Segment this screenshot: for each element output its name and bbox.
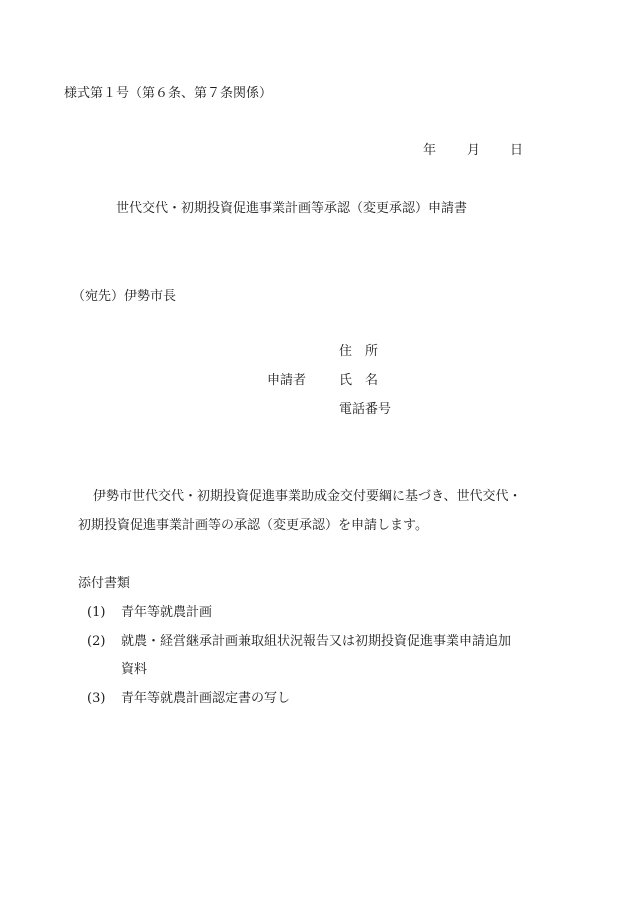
date-day-label: 日 xyxy=(510,143,524,158)
form-number: 様式第１号（第６条、第７条関係） xyxy=(64,86,273,101)
applicant-label: 申請者 xyxy=(267,373,307,388)
attachment-item: 就農・経営継承計画兼取組状況報告又は初期投資促進事業申請追加 xyxy=(121,634,512,649)
document-title: 世代交代・初期投資促進事業計画等承認（変更承認）申請書 xyxy=(116,201,468,216)
body-text-line-2: 初期投資促進事業計画等の承認（変更承認）を申請します。 xyxy=(78,518,428,533)
attachment-number: (3) xyxy=(87,691,106,706)
date-month-label: 月 xyxy=(467,143,481,158)
attachments-heading: 添付書類 xyxy=(78,576,131,591)
attachment-number: (1) xyxy=(87,605,106,620)
attachment-item: 青年等就農計画認定書の写し xyxy=(121,691,291,706)
attachment-item: 青年等就農計画 xyxy=(121,605,213,620)
attachment-item-continuation: 資料 xyxy=(121,662,148,677)
address-label: 住 所 xyxy=(339,344,379,359)
attachment-number: (2) xyxy=(87,634,106,649)
phone-label: 電話番号 xyxy=(339,402,392,417)
body-text-line-1: 伊勢市世代交代・初期投資促進事業助成金交付要綱に基づき、世代交代・ xyxy=(93,489,522,504)
addressee: （宛先）伊勢市長 xyxy=(72,289,177,304)
name-label: 氏 名 xyxy=(339,373,379,388)
date-year-label: 年 xyxy=(423,143,437,158)
